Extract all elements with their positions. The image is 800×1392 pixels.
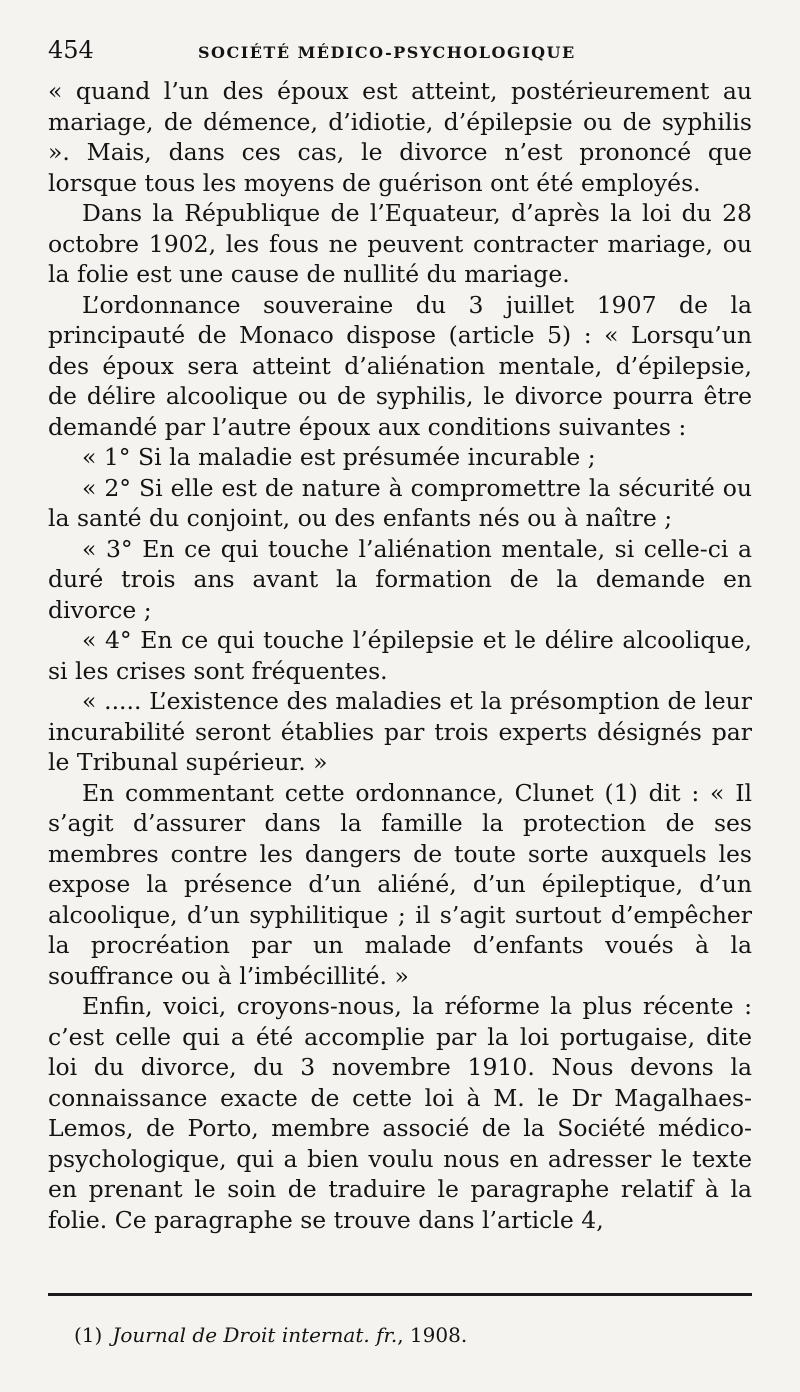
- paragraph-condition-2: « 2° Si elle est de nature à compromettre la sécurité ou la santé du conjoint, ou des enfants nés ou à naître ;: [48, 473, 752, 532]
- page-number: 454: [48, 36, 94, 64]
- body-text: [48, 76, 752, 1235]
- footnote-rule: [48, 1293, 752, 1296]
- footnote-marker: (1): [74, 1323, 103, 1347]
- paragraph-condition-3: « 3° En ce qui touche l’aliénation mentale, si celle-ci a duré trois ans avant la formation de la demande en divorce ;: [48, 534, 752, 624]
- page-header: [48, 36, 752, 72]
- paragraph-monaco: L’ordonnance souveraine du 3 juillet 1907 de la principauté de Monaco dispose (article 5) : « Lorsqu’un des époux sera atteint d’aliénation mentale, d’épilepsie, de délire alcoolique ou de syphilis, le divorce pourra être demandé par l’autre époux aux conditions suivantes :: [48, 290, 752, 441]
- paragraph-continuation: « quand l’un des époux est atteint, postérieurement au mariage, de démence, d’idiotie, d’épilepsie ou de syphilis ». Mais, dans ces cas, le divorce n’est prononcé que lorsque tous les moyens de guérison ont été employés.: [48, 77, 752, 197]
- footnote: [74, 1322, 752, 1348]
- paragraph-experts: « ..... L’existence des maladies et la présomption de leur incurabilité seront établies par trois experts désignés par le Tribunal supérieur. »: [48, 687, 752, 776]
- footnote-year: , 1908.: [397, 1323, 468, 1347]
- paragraph-equateur: Dans la République de l’Equateur, d’après la loi du 28 octobre 1902, les fous ne peuvent contracter mariage, ou la folie est une cause de nullité du mariage.: [48, 199, 752, 288]
- paragraph-condition-4: « 4° En ce qui touche l’épilepsie et le délire alcoolique, si les crises sont fréquentes.: [48, 626, 752, 685]
- running-head: SOCIÉTÉ MÉDICO-PSYCHOLOGIQUE: [198, 43, 576, 62]
- footnote-source: Journal de Droit internat. fr.: [112, 1323, 398, 1347]
- paragraph-portugal: Enfin, voici, croyons-nous, la réforme la plus récente : c’est celle qui a été accomplie par la loi portugaise, dite loi du divorce, du 3 novembre 1910. Nous devons la connaissance exacte de cette loi à M. le Dr Magalhaes-Lemos, de Porto, membre associé de la Société médico-psychologique, qui a bien voulu nous en adresser le texte en prenant le soin de traduire le paragraphe relatif à la folie. Ce paragraphe se trouve dans l’article 4,: [48, 992, 752, 1234]
- paragraph-clunet: En commentant cette ordonnance, Clunet (1) dit : « Il s’agit d’assurer dans la famille la protection de ses membres contre les dangers de toute sorte auxquels les expose la présence d’un aliéné, d’un épileptique, d’un alcoolique, d’un syphilitique ; il s’agit surtout d’empêcher la procréation par un malade d’enfants voués à la souffrance ou à l’imbécillité. »: [48, 778, 752, 990]
- paragraph-condition-1: « 1° Si la maladie est présumée incurable ;: [82, 443, 596, 471]
